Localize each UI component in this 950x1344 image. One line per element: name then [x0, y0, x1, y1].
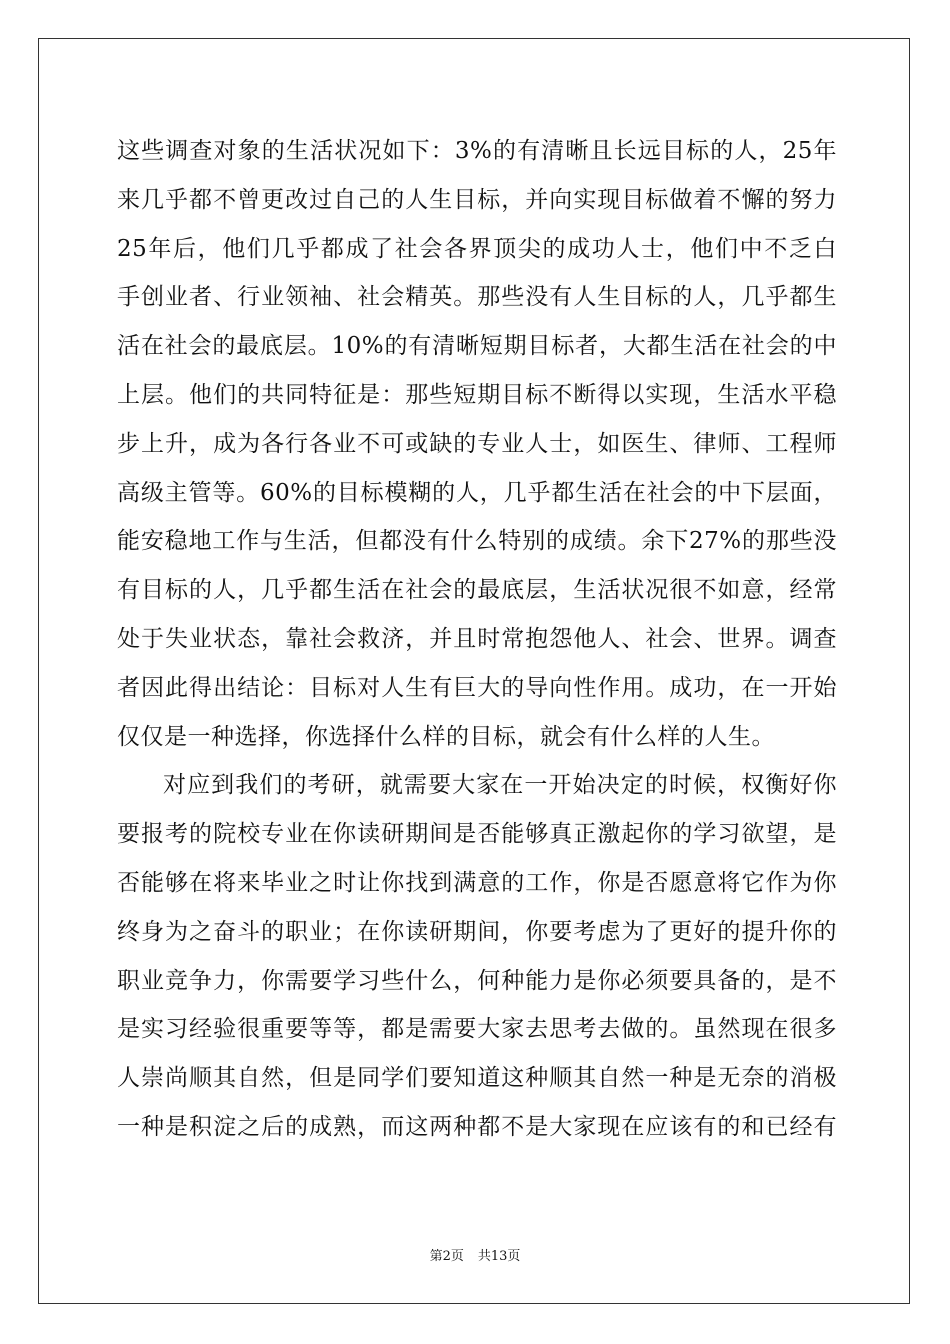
text-line: 者因此得出结论：目标对人生有巨大的导向性作用。成功，在一开始 — [117, 674, 837, 701]
page-footer — [0, 1245, 950, 1264]
text-line: 职业竞争力，你需要学习些什么，何种能力是你必须要具备的，是不 — [117, 967, 837, 994]
text-line: 25年后，他们几乎都成了社会各界顶尖的成功人士，他们中不乏白 — [117, 235, 837, 262]
text-line: 这些调查对象的生活状况如下：3%的有清晰且长远目标的人，25年 — [117, 138, 837, 164]
text-line: 能安稳地工作与生活，但都没有什么特别的成绩。余下27%的那些没 — [117, 528, 837, 555]
text-line: 对应到我们的考研，就需要大家在一开始决定的时候，权衡好你 — [163, 772, 837, 799]
paragraph-1 — [117, 127, 837, 761]
text-line: 手创业者、行业领袖、社会精英。那些没有人生目标的人，几乎都生 — [117, 284, 837, 311]
text-line: 是实习经验很重要等等，都是需要大家去思考去做的。虽然现在很多 — [117, 1016, 837, 1043]
text-line: 要报考的院校专业在你读研期间是否能够真正激起你的学习欲望，是 — [117, 821, 837, 848]
paragraph-2 — [117, 761, 837, 1151]
text-line: 终身为之奋斗的职业；在你读研期间，你要考虑为了更好的提升你的 — [117, 918, 837, 945]
text-line: 否能够在将来毕业之时让你找到满意的工作，你是否愿意将它作为你 — [117, 869, 837, 896]
text-line: 一种是积淀之后的成熟，而这两种都不是大家现在应该有的和已经有 — [117, 1113, 837, 1140]
text-line: 人崇尚顺其自然，但是同学们要知道这种顺其自然一种是无奈的消极 — [117, 1065, 837, 1092]
text-line: 处于失业状态，靠社会救济，并且时常抱怨他人、社会、世界。调查 — [117, 625, 837, 652]
text-line: 活在社会的最底层。10%的有清晰短期目标者，大都生活在社会的中 — [117, 333, 837, 360]
page-number: 第2页 — [429, 1249, 464, 1264]
text-line: 来几乎都不曾更改过自己的人生目标，并向实现目标做着不懈的努力 — [117, 186, 837, 213]
text-line: 上层。他们的共同特征是：那些短期目标不断得以实现，生活水平稳 — [117, 381, 837, 408]
page-total: 共13页 — [477, 1249, 521, 1264]
text-line: 高级主管等。60%的目标模糊的人，几乎都生活在社会的中下层面， — [117, 479, 837, 506]
text-line: 仅仅是一种选择，你选择什么样的目标，就会有什么样的人生。 — [117, 723, 775, 750]
document-body — [117, 127, 837, 1152]
text-line: 步上升，成为各行各业不可或缺的专业人士，如医生、律师、工程师 — [117, 430, 837, 457]
text-line: 有目标的人，几乎都生活在社会的最底层，生活状况很不如意，经常 — [117, 577, 837, 604]
